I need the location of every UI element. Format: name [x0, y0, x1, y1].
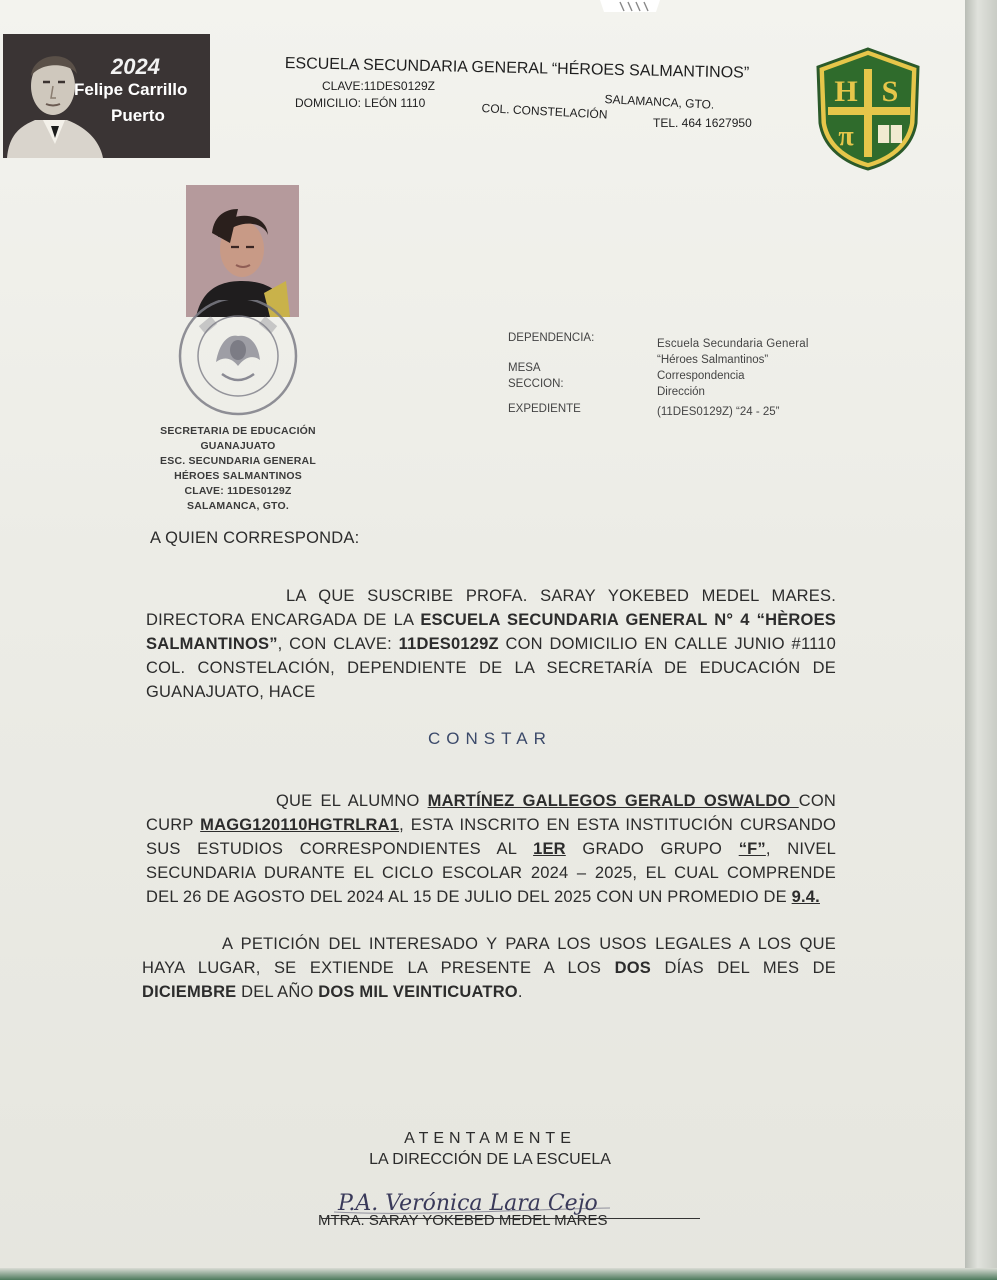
clave-bold: 11DES0129Z — [398, 635, 499, 653]
table-background — [965, 0, 997, 1280]
text-run: DEL AÑO — [236, 983, 319, 1001]
dependencia-value: Escuela Secundaria General — [657, 338, 809, 350]
school-colonia: COL. CONSTELACIÓN — [481, 101, 608, 122]
school-clave: CLAVE:11DES0129Z — [322, 79, 435, 93]
paper-scrap — [590, 0, 670, 14]
text-run: QUE EL ALUMNO — [276, 792, 428, 810]
student-name: MARTÍNEZ GALLEGOS GERALD OSWALDO — [427, 792, 799, 810]
mesa-label: MESA — [508, 362, 541, 374]
dependencia-value-2: “Héroes Salmantinos” — [657, 354, 769, 366]
paragraph-closing — [142, 932, 836, 1004]
year-value: DOS MIL VEINTICUATRO — [318, 983, 518, 1001]
text-run: DEL 26 DE AGOSTO DEL 2024 AL 15 DE JULIO DEL 2025 CON UN PROMEDIO DE — [146, 888, 792, 906]
text-line — [142, 980, 836, 1004]
text-line — [146, 608, 836, 632]
student-curp: MAGG120110HGTRLRA1 — [200, 816, 400, 834]
text-line: SECUNDARIA DURANTE EL CICLO ESCOLAR 2024 – 2025, EL CUAL COMPRENDE — [146, 864, 836, 882]
stamp-line: CLAVE: 11DES0129Z — [184, 485, 292, 497]
school-name: ESCUELA SECUNDARIA GENERAL “HÉROES SALMANTINOS” — [284, 55, 750, 82]
mesa-value: Correspondencia — [657, 370, 745, 382]
text-run: DIRECTORA ENCARGADA DE LA — [146, 611, 421, 629]
atentamente: ATENTAMENTE — [404, 1130, 576, 1147]
text-run: . — [517, 983, 523, 1001]
signature-text: P.A. Verónica Lara Cejo — [338, 1191, 598, 1216]
table-edge — [0, 1268, 997, 1280]
stamp-line: SALAMANCA, GTO. — [187, 500, 289, 512]
month-value: DICIEMBRE — [142, 983, 237, 1001]
banner-name: Felipe Carrillo — [74, 80, 188, 99]
banner-year: 2024 — [111, 54, 160, 79]
paragraph-intro — [146, 584, 836, 704]
text-line: A PETICIÓN DEL INTERESADO Y PARA LOS USOS LEGALES A LOS QUE — [222, 935, 836, 953]
school-phone: TEL. 464 1627950 — [653, 116, 752, 130]
school-name-bold: ESCUELA SECUNDARIA GENERAL N° 4 “HÈROES — [420, 611, 836, 629]
constar-heading: CONSTAR — [428, 729, 552, 748]
grade-value: 1ER — [533, 840, 566, 858]
text-run: , CON CLAVE: — [277, 635, 399, 653]
group-value: “F” — [738, 840, 766, 858]
crest-letter-pi: π — [838, 121, 854, 152]
average-value: 9.4. — [791, 888, 820, 906]
school-domicilio: DOMICILIO: LEÓN 1110 — [295, 96, 426, 110]
text-run: DÍAS DEL MES DE — [650, 959, 836, 977]
text-run: HAYA LUGAR, SE EXTIENDE LA PRESENTE A LOS — [142, 959, 615, 977]
seccion-label: SECCION: — [508, 378, 564, 390]
stamp-line: ESC. SECUNDARIA GENERAL — [160, 455, 316, 467]
text-line — [146, 789, 836, 813]
expediente-value: (11DES0129Z) “24 - 25” — [657, 406, 780, 418]
campaign-banner — [3, 34, 210, 158]
seccion-value: Dirección — [657, 386, 705, 398]
official-seal — [168, 300, 308, 418]
text-run: CON DOMICILIO EN CALLE JUNIO #1110 — [498, 635, 836, 653]
text-run: , NIVEL — [765, 840, 836, 858]
expediente-label: EXPEDIENTE — [508, 403, 581, 415]
stamp-line: HÉROES SALMANTINOS — [174, 470, 302, 482]
text-line — [146, 837, 836, 861]
dependencia-label: DEPENDENCIA: — [508, 332, 595, 344]
text-run: SUS ESTUDIOS CORRESPONDIENTES AL — [146, 840, 534, 858]
direccion-escuela: LA DIRECCIÓN DE LA ESCUELA — [369, 1151, 611, 1168]
student-photo — [186, 185, 299, 317]
text-line: COL. CONSTELACIÓN, DEPENDIENTE DE LA SECRETARÍA DE EDUCACIÓN DE — [146, 659, 836, 677]
school-crest-logo — [812, 45, 924, 173]
text-line — [146, 632, 836, 656]
stamp-line: SECRETARIA DE EDUCACIÓN — [160, 425, 316, 437]
school-city: SALAMANCA, GTO. — [604, 92, 715, 112]
text-line — [146, 885, 836, 909]
crest-letter-h: H — [834, 75, 858, 108]
text-line — [146, 813, 836, 837]
text-line: LA QUE SUSCRIBE PROFA. SARAY YOKEBED MEDEL MARES. — [286, 587, 836, 605]
day-value: DOS — [614, 959, 651, 977]
text-run: GRADO GRUPO — [565, 840, 739, 858]
school-name-bold: SALMANTINOS” — [146, 635, 278, 653]
crest-letter-s: S — [881, 75, 899, 108]
text-line: GUANAJUATO, HACE — [146, 683, 316, 701]
banner-place: Puerto — [111, 106, 165, 125]
secretaria-stamp-text — [138, 424, 338, 514]
signer-name: MTRA. SARAY YOKEBED MEDEL MARES — [318, 1212, 608, 1229]
text-line — [142, 956, 836, 980]
text-run: CON — [798, 792, 836, 810]
text-run: , ESTA INSCRITO EN ESTA INSTITUCIÓN CURSANDO — [399, 816, 836, 834]
paragraph-constancia — [146, 789, 836, 909]
salutation: A QUIEN CORRESPONDA: — [150, 529, 360, 547]
stamp-line: GUANAJUATO — [200, 440, 276, 452]
text-run: CURP — [146, 816, 201, 834]
